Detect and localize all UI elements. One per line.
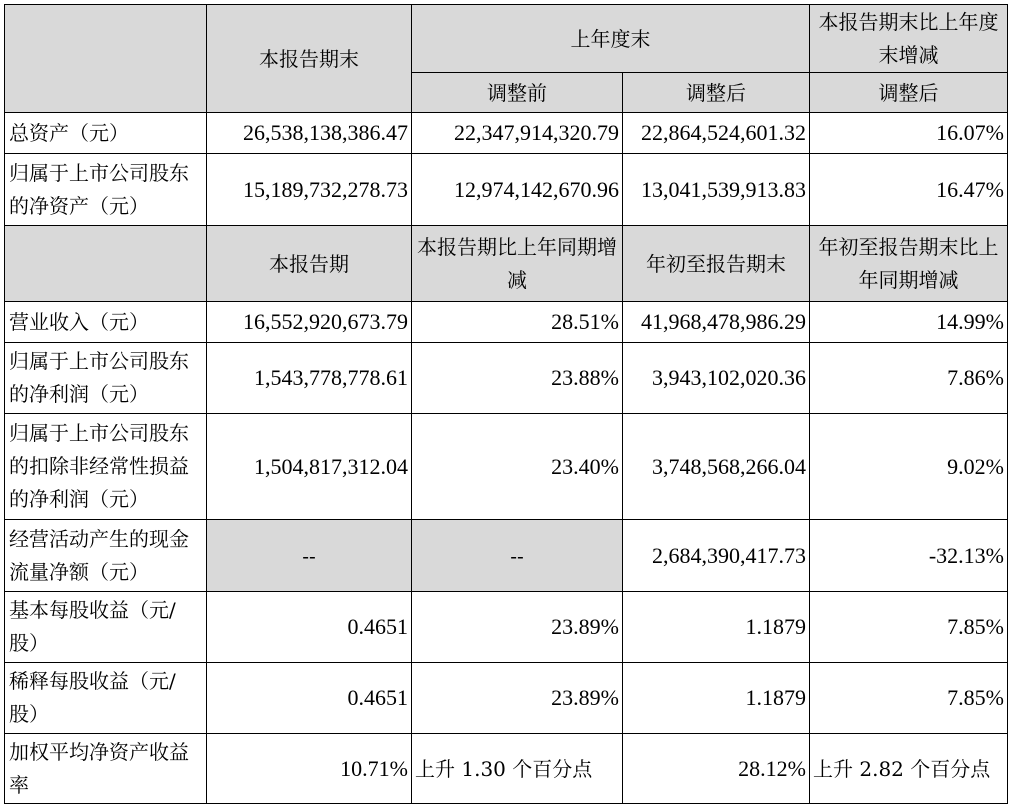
- cell-period: 10.71%: [207, 734, 412, 804]
- cell-ytd: 1.1879: [623, 663, 810, 734]
- header-period: 本报告期: [207, 226, 412, 302]
- cell-ytd-yoy: 上升 2.82 个百分点: [810, 734, 1008, 804]
- cell-period-yoy: 23.40%: [412, 414, 623, 520]
- header-ytd-yoy: 年初至报告期末比上年同期增减: [810, 226, 1008, 302]
- header-last-year-end: 上年度末: [412, 5, 810, 73]
- cell-ytd-yoy: 7.86%: [810, 343, 1008, 414]
- cell-ytd-yoy: 7.85%: [810, 592, 1008, 663]
- table-row: [5, 520, 1008, 592]
- row-label: 归属于上市公司股东的净资产（元）: [5, 154, 207, 226]
- table-row: [5, 663, 1008, 734]
- header-ytd: 年初至报告期末: [623, 226, 810, 302]
- cell-before: 12,974,142,670.96: [412, 154, 623, 226]
- cell-ytd: 3,748,568,266.04: [623, 414, 810, 520]
- header-period-end: 本报告期末: [207, 5, 412, 113]
- header-before-adjust: 调整前: [412, 73, 623, 113]
- header-change-vs-last-year-end: 本报告期末比上年度末增减: [810, 5, 1008, 73]
- cell-before: 22,347,914,320.79: [412, 113, 623, 154]
- header-period-yoy: 本报告期比上年同期增减: [412, 226, 623, 302]
- header-after-adjust: 调整后: [623, 73, 810, 113]
- cell-ytd: 28.12%: [623, 734, 810, 804]
- cell-period: 0.4651: [207, 592, 412, 663]
- cell-period-yoy: 23.89%: [412, 663, 623, 734]
- cell-ytd: 41,968,478,986.29: [623, 302, 810, 343]
- cell-ytd: 3,943,102,020.36: [623, 343, 810, 414]
- cell-change: 16.07%: [810, 113, 1008, 154]
- row-label: 归属于上市公司股东的净利润（元）: [5, 343, 207, 414]
- cell-period-yoy: 23.89%: [412, 592, 623, 663]
- cell-period-yoy: 上升 1.30 个百分点: [412, 734, 623, 804]
- cell-period: 0.4651: [207, 663, 412, 734]
- table-row: [5, 302, 1008, 343]
- row-label: 稀释每股收益（元/股）: [5, 663, 207, 734]
- table-row: [5, 414, 1008, 520]
- cell-period: 16,552,920,673.79: [207, 302, 412, 343]
- row-label: 加权平均净资产收益率: [5, 734, 207, 804]
- row-label: 基本每股收益（元/股）: [5, 592, 207, 663]
- cell-period-yoy: 28.51%: [412, 302, 623, 343]
- cell-period: 1,543,778,778.61: [207, 343, 412, 414]
- corner-cell-top: [5, 5, 207, 113]
- row-label: 经营活动产生的现金流量净额（元）: [5, 520, 207, 592]
- cell-current: 26,538,138,386.47: [207, 113, 412, 154]
- corner-cell-middle: [5, 226, 207, 302]
- cell-ytd-yoy: 7.85%: [810, 663, 1008, 734]
- cell-change: 16.47%: [810, 154, 1008, 226]
- cell-ytd-yoy: -32.13%: [810, 520, 1008, 592]
- cell-ytd-yoy: 14.99%: [810, 302, 1008, 343]
- cell-period: 1,504,817,312.04: [207, 414, 412, 520]
- cell-ytd: 2,684,390,417.73: [623, 520, 810, 592]
- row-label: 营业收入（元）: [5, 302, 207, 343]
- table-row: [5, 734, 1008, 804]
- cell-ytd-yoy: 9.02%: [810, 414, 1008, 520]
- cell-period-yoy: --: [412, 520, 623, 592]
- financial-summary-table: [4, 4, 1008, 804]
- table-row: [5, 113, 1008, 154]
- cell-after: 13,041,539,913.83: [623, 154, 810, 226]
- table-row: [5, 343, 1008, 414]
- header-after-adjust-change: 调整后: [810, 73, 1008, 113]
- table-row: [5, 154, 1008, 226]
- cell-ytd: 1.1879: [623, 592, 810, 663]
- cell-period: --: [207, 520, 412, 592]
- cell-current: 15,189,732,278.73: [207, 154, 412, 226]
- row-label: 总资产（元）: [5, 113, 207, 154]
- table-row: [5, 592, 1008, 663]
- row-label: 归属于上市公司股东的扣除非经常性损益的净利润（元）: [5, 414, 207, 520]
- cell-period-yoy: 23.88%: [412, 343, 623, 414]
- cell-after: 22,864,524,601.32: [623, 113, 810, 154]
